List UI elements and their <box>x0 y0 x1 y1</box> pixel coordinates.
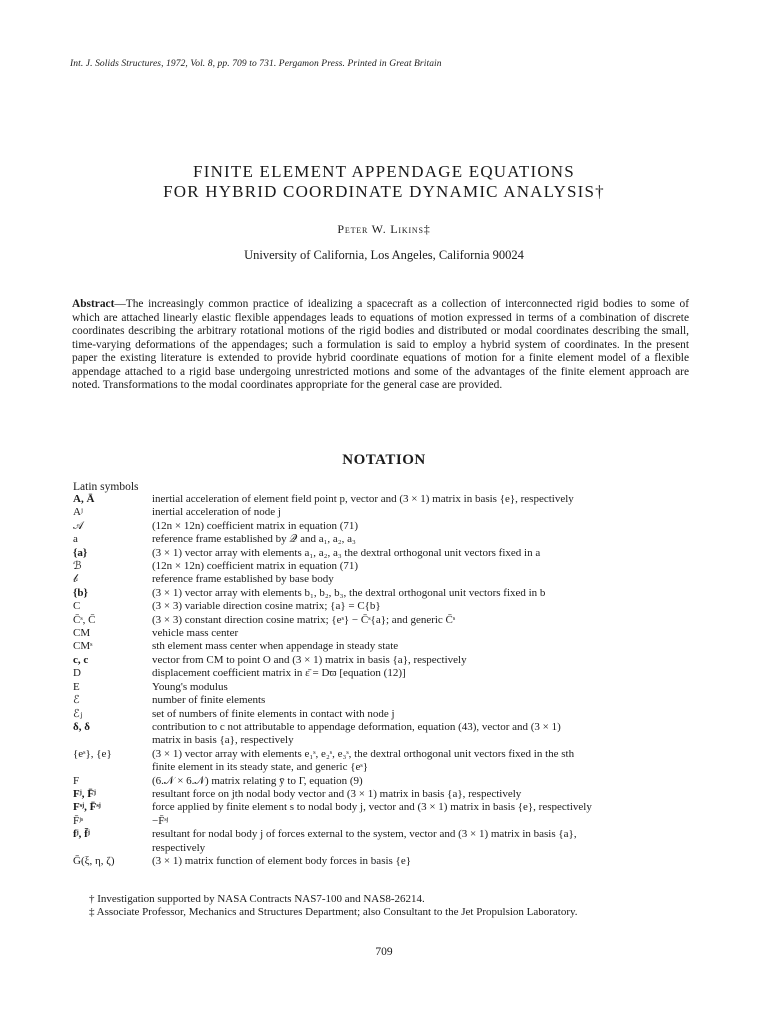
notation-row <box>73 547 713 560</box>
notation-symbol: F <box>73 774 80 787</box>
abstract-lead: Abstract <box>72 298 115 310</box>
notation-description: (6.𝒩 × 6.𝒩) matrix relating ȳ to Γ, equation (9) <box>152 774 363 787</box>
notation-row <box>73 801 713 814</box>
notation-subheading: Latin symbols <box>73 481 139 493</box>
notation-description-cell <box>152 721 713 748</box>
notation-row <box>73 708 713 721</box>
notation-description-cell <box>152 708 713 721</box>
notation-row <box>73 587 713 600</box>
notation-description-cell <box>152 748 713 775</box>
footnotes <box>73 893 704 920</box>
notation-description-cell <box>152 828 713 855</box>
abstract-body: —The increasingly common practice of idealizing a spacecraft as a collection of interconnected rigid bodies to some of which are attached linearly elastic flexible appendages leads to equations of motion expressed in terms of a combination of discrete coordinates describing the arbitrary rotational motions of the rigid bodies and distributed or modal coordinates describing the small, time-varying deformations of the appendages; such a formulation is said to employ a hybrid system of coordinates. In the present paper the existing literature is extended to provide hybrid coordinate equations of motion for a finite element model of a flexible appendage attached to a rigid base undergoing unrestricted motions and some of the advantages of the finite element approach are noted. Transformations to the modal coordinates appropriate for the general case are provided. <box>72 298 689 391</box>
notation-row <box>73 614 713 627</box>
page-number: 709 <box>375 946 393 958</box>
notation-symbol: ℬ <box>73 560 82 573</box>
notation-symbol: δ, δ <box>73 720 90 733</box>
notation-row <box>73 533 713 546</box>
notation-description: set of numbers of finite elements in contact with node j <box>152 707 395 720</box>
notation-symbol: a <box>73 533 78 546</box>
notation-symbol: C̄ˢ, C̄ <box>73 613 96 626</box>
notation-description: resultant force on jth nodal body vector and (3 × 1) matrix in basis {a}, respectively <box>152 787 522 800</box>
notation-symbol: Aʲ <box>73 506 83 519</box>
notation-row <box>73 627 713 640</box>
notation-description: (12n × 12n) coefficient matrix in equation (71) <box>152 519 359 532</box>
notation-symbol: Ḡ(ξ, η, ζ) <box>73 854 115 867</box>
notation-symbol: {eˢ}, {e} <box>73 747 112 760</box>
notation-description: (12n × 12n) coefficient matrix in equation (71) <box>152 560 359 573</box>
notation-description: −F̄ˢʲ <box>152 814 169 827</box>
notation-description: resultant for nodal body j of forces external to the system, vector and (3 × 1) matrix in basis {a}, <box>152 828 577 841</box>
notation-description: (3 × 1) vector array with elements a₁, a₂, a₃ the dextral orthogonal unit vectors fixed in a <box>152 546 541 559</box>
notation-description: number of finite elements <box>152 694 266 707</box>
notation-row <box>73 828 713 855</box>
notation-row <box>73 667 713 680</box>
notation-description: (3 × 3) variable direction cosine matrix; {a} = C{b} <box>152 600 381 613</box>
notation-row <box>73 681 713 694</box>
notation-description-cell <box>152 506 713 519</box>
notation-row <box>73 493 713 506</box>
notation-description: (3 × 3) constant direction cosine matrix; {eˢ} − C̄ˢ{a}; and generic C̄ˢ <box>152 613 456 626</box>
journal-citation: Int. J. Solids Structures, 1972, Vol. 8, pp. 709 to 731. Pergamon Press. Printed in Great Britain <box>70 59 442 69</box>
notation-description-cell <box>152 547 713 560</box>
notation-row <box>73 788 713 801</box>
notation-description-cell <box>152 681 713 694</box>
notation-description: force applied by finite element s to nodal body j, vector and (3 × 1) matrix in basis {e}, respectively <box>152 801 592 814</box>
notation-description-cell <box>152 801 713 814</box>
notation-description: displacement coefficient matrix in ε̄ = Dϖ [equation (12)] <box>152 667 406 680</box>
paper-title-line-2: FOR HYBRID COORDINATE DYNAMIC ANALYSIS† <box>163 182 605 201</box>
author-affiliation: University of California, Los Angeles, California 90024 <box>244 248 524 262</box>
notation-description-cell <box>152 533 713 546</box>
notation-description-continuation: finite element in its steady state, and generic {eˢ} <box>152 761 369 774</box>
notation-description: reference frame established by 𝒬 and a₁, a₂, a₃ <box>152 533 356 546</box>
notation-description-cell <box>152 560 713 573</box>
notation-row <box>73 775 713 788</box>
notation-description: (3 × 1) vector array with elements e₁ˢ, e₂ˢ, e₃ˢ, the dextral orthogonal unit vectors fixed in the sth <box>152 747 575 760</box>
notation-description-cell <box>152 614 713 627</box>
notation-description-cell <box>152 573 713 586</box>
notation-row <box>73 520 713 533</box>
notation-description-continuation: matrix in basis {a}, respectively <box>152 734 294 747</box>
footnote-dagger: † Investigation supported by NASA Contracts NAS7-100 and NAS8-26214. <box>89 893 425 905</box>
notation-description-cell <box>152 654 713 667</box>
notation-symbol: D <box>73 667 81 680</box>
notation-row <box>73 573 713 586</box>
notation-symbol: C <box>73 600 81 613</box>
notation-symbol: ℰⱼ <box>73 707 83 720</box>
notation-symbol: CM <box>73 627 91 640</box>
notation-description: sth element mass center when appendage in steady state <box>152 640 399 653</box>
notation-symbol: Fˢʲ, F̄ˢʲ <box>73 801 101 814</box>
notation-description-cell <box>152 640 713 653</box>
notation-description: inertial acceleration of element field point p, vector and (3 × 1) matrix in basis {e}, respectively <box>152 493 574 505</box>
notation-symbol: Fʲ, F̄ʲ <box>73 787 96 800</box>
footnote-double-dagger: ‡ Associate Professor, Mechanics and Structures Department; also Consultant to the Jet Propulsion Laboratory. <box>89 906 578 919</box>
notation-description: vehicle mass center <box>152 627 239 640</box>
notation-description-continuation: respectively <box>152 841 206 854</box>
notation-row <box>73 506 713 519</box>
notation-description: vector from CM to point O and (3 × 1) matrix in basis {a}, respectively <box>152 653 467 666</box>
notation-description-cell <box>152 667 713 680</box>
notation-symbol: E <box>73 680 80 693</box>
notation-description-cell <box>152 855 713 868</box>
notation-description-cell <box>152 788 713 801</box>
notation-description-cell <box>152 694 713 707</box>
notation-heading: NOTATION <box>342 452 426 468</box>
notation-symbol: CMˢ <box>73 640 93 653</box>
notation-symbol: {a} <box>73 546 88 559</box>
notation-description: inertial acceleration of node j <box>152 506 281 519</box>
notation-symbol: A, Ā <box>73 493 95 505</box>
notation-description-cell <box>152 587 713 600</box>
notation-row <box>73 654 713 667</box>
abstract <box>72 298 689 393</box>
notation-symbol: fʲ, f̄ʲ <box>73 828 90 841</box>
notation-symbol: ℰ <box>73 694 80 707</box>
notation-list <box>73 493 713 868</box>
notation-symbol: 𝒷 <box>73 573 78 586</box>
notation-symbol: {b} <box>73 586 88 599</box>
paper-title-line-1: FINITE ELEMENT APPENDAGE EQUATIONS <box>193 162 575 181</box>
notation-symbol: 𝒜 <box>73 519 84 532</box>
notation-description: contribution to c not attributable to appendage deformation, equation (43), vector and (3 × 1) <box>152 720 561 733</box>
notation-description-cell <box>152 520 713 533</box>
notation-row <box>73 640 713 653</box>
notation-row <box>73 600 713 613</box>
notation-row <box>73 855 713 868</box>
notation-description: reference frame established by base body <box>152 573 334 586</box>
notation-row <box>73 560 713 573</box>
author-name: Peter W. Likins‡ <box>337 222 431 236</box>
notation-row <box>73 815 713 828</box>
notation-row <box>73 694 713 707</box>
notation-row <box>73 748 713 775</box>
notation-description: (3 × 1) vector array with elements b₁, b₂, b₃, the dextral orthogonal unit vectors fixed in b <box>152 586 546 599</box>
notation-description-cell <box>152 775 713 788</box>
notation-description: (3 × 1) matrix function of element body forces in basis {e} <box>152 854 411 867</box>
notation-description: Young's modulus <box>152 680 228 693</box>
notation-description-cell <box>152 600 713 613</box>
notation-description-cell <box>152 493 713 506</box>
notation-symbol: F̄ʲˢ <box>73 814 84 827</box>
notation-description-cell <box>152 627 713 640</box>
notation-description-cell <box>152 815 713 828</box>
notation-row <box>73 721 713 748</box>
notation-symbol: c, c <box>73 653 89 666</box>
